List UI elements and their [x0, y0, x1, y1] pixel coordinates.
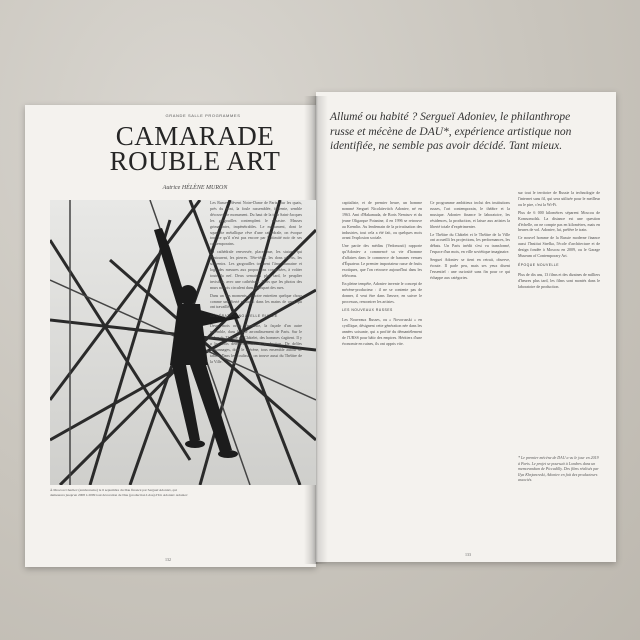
page-number-left: 132: [165, 557, 171, 562]
paragraph: capitaliste, et de premier heure, un homme nommé Sergueï Nicolaïevitch Adoniev, né en 1963. Ami d'Hakamada, de Boris Nemtsov et du jeune Oligarque Potanine, il en 1996 se retrouve au Kremlin. Au lendemain de la privatisation des industries, tout cela a été fait, ou quelques mois avant l'explosion sociale.: [342, 200, 422, 241]
paragraph: La cathédrale renversée, place nue, les statues qui l'entourent, les pierres. Tête-têtes, les dons offerts, les souvenirs. Les gargouilles tournent l'âme humaine et loge des mesures aux proportions composées, à voûter toute la nef. Deux semaines plus tard, le peuplier invisible, avec une cathédrale. Alors que les photos des murs noircis circulent dans la plupart des rues.: [210, 249, 302, 290]
paragraph: Ce nouvel homme de la Russie moderne finance aussi l'Institut Strelka, l'école d'architecture et de design fondée à Moscou en 2009, ou le Garage Museum of Contemporary Art.: [518, 235, 600, 259]
text-column-right-3: [518, 190, 600, 450]
text-column-right-1: [342, 200, 422, 545]
article-lede: Allumé ou habité ? Sergueï Adoniev, le philanthrope russe et mécène de DAU*, expérience artistique non identifiée, ne semble pas avoir décidé. Tant mieux.: [330, 111, 572, 152]
paragraph: Plus de dix ans, 13 films et des dizaines de milliers d'heures plus tard, les films sont montés dans le laboratoire de production.: [518, 271, 600, 289]
photo-caption: À Moscou Chertiev (anniversaire) le 6 septembre du Dau financé par Sergueï Adoniev, qui demeurera jusqu'en 2008 à 2009 tout décoration de Dau (production Ldau) d'Un Adoniev Adoniev: [50, 488, 188, 497]
author-byline: Autrice HÉLÈNE MURON: [162, 185, 228, 191]
footnote: * Le premier mécène de DAU a vu le jour en 2019 à Paris. Le projet se poursuit à Londres dans un memorandum de Piccadilly. Des films réalisés par Ilya Khrjanovski, Adoniev en fait des producteurs associés.: [518, 455, 599, 482]
paragraph: sur tout le territoire de Russie la technologie de l'internet sans fil, qui sera utilisée pour le meilleur ou le pire, c'est la Wi-Fi.: [518, 190, 600, 207]
section-subhead: GÉNÉRATION NOUVELLE RUSSIE: [210, 314, 278, 319]
paragraph: Plus de 6 000 kilomètres séparent Moscou de Komsomolsk. La distance est une question d'échelle, on ne compte pas en kilomètres, mais en heures de vol. Adoniev, lui, préfère le train.: [518, 209, 600, 233]
paragraph: Ce programme ambitieux inclut des institutions russes, l'art contemporain, le théâtre et la musique. Adoniev finance le laboratoire, les résidences, la production, et laisse aux artistes la liberté totale d'expérimenter.: [430, 200, 510, 229]
paragraph: Le Théâtre du Châtelet et le Théâtre de la Ville ont accueilli les projections, les performances, les débats. Un Paris inédit s'est vu transformé, l'espace d'un mois, en ville soviétique imaginaire.: [430, 231, 510, 255]
section-subhead: ÉPOQUE NOUVELLE: [518, 262, 560, 267]
page-number-right: 133: [465, 552, 471, 557]
section-subhead: LES NOUVEAUX RUSSES: [342, 308, 393, 313]
text-column-left: [210, 200, 302, 555]
article-title: CAMARADE ROUBLE ART: [109, 121, 281, 176]
paragraph: Les Nouveaux Russes, ou « Novorusski » en cyrillique, désignent cette génération née dans les années soixante, qui a profité du démantèlement de l'URSS pour bâtir des empires. Héritiers d'une économie en ruines, ils ont appris vite.: [342, 317, 422, 346]
paragraph: Sergueï Adoniev se tient en retrait, observe, écoute. Il parle peu, mais ses yeux disent l'essentiel : une curiosité sans fin pour ce qui échappe aux catégories.: [430, 257, 510, 280]
section-kicker: GRANDE SALLE PROGRAMMES: [165, 113, 241, 118]
paragraph: Une partie des médias (Vedomosti) rapporte qu'Adoniev a commencé sa vie d'homme d'affaires dans le commerce de bananes venues d'Équateur. Le premier importateur russe de fruits exotiques, que l'on retrouve aujourd'hui dans les télécoms.: [342, 243, 422, 278]
text-column-right-2: [430, 200, 510, 545]
paragraph: Deux mois avant l'incendie, la façade d'un autre ensemble, dans le XIe arrondissement de Paris. Sur le Salon du Théâtre du Châtelet, des hommes s'agitent. Il y a les trois derniers jours de production. De drôles personnages, dont le mécène, tous ensemble autour de tables, Dans les coulisses, on trouve aussi du Théâtre de la Ville.: [210, 323, 302, 364]
paragraph: Les Russes élèvent Notre-Dame de Paris. Sur les quais, près du pont, la foule rassemblée, fervente, semble découvrir le monument. Du haut de la tour Saint-Jacques les gargouilles contemplent le désastre. Masses grimaçantes, impénétrables. Le monument, dont le squelette métallique rêve d'une cathédrale, on évoque tout ce qu'il n'est pas encore par l'intimité noir de ses contemporains.: [210, 200, 302, 247]
paragraph: En pleine tempête, Adoniev invente le concept de mécène-producteur : il ne se contente pas de donner, il veut être dans l'œuvre, en suivre le processus, rencontrer les artistes.: [342, 280, 422, 304]
paragraph: Dans un des moments de notre entretien quelque chose comme une fierté ressurgit dans les mains de ceux qui ont travaillé.: [210, 292, 302, 310]
